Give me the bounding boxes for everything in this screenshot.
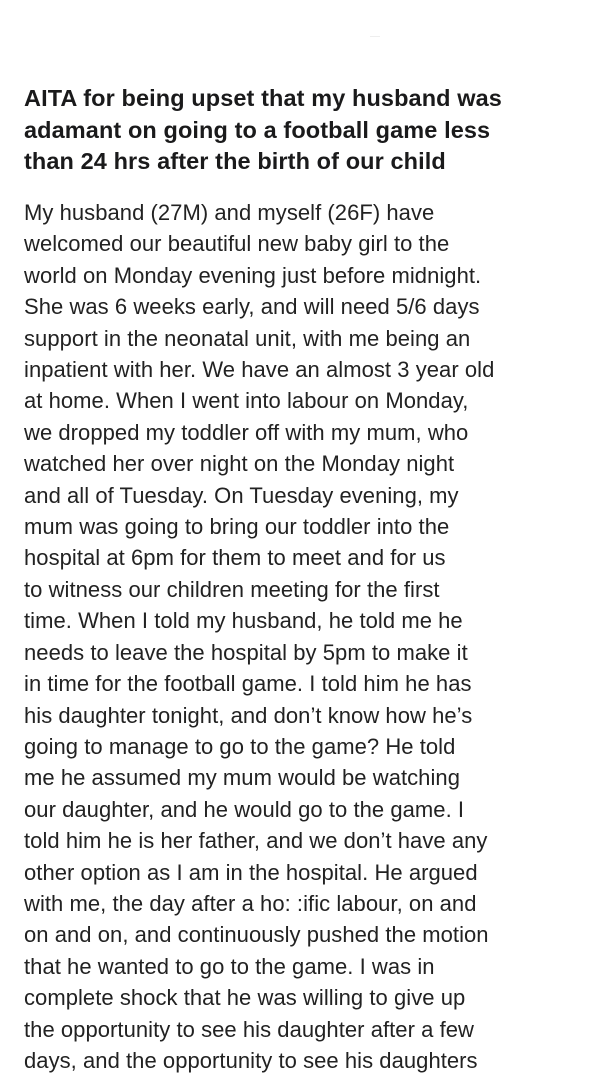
post-body: My husband (27M) and myself (26F) have welcomed our beautiful new baby girl to the world on Monday evening just before midnight. She was 6 weeks early, and will need 5/6 days support in the neonatal unit, with me being an inpatient with her. We have an almost 3 year old at home. When I went into labour on Monday, we dropped my toddler off with my mum, who watched her over night on the Monday night and all of Tuesday. On Tuesday evening, my mum was going to bring our toddler into the hospital at 6pm for them to meet and for us to witness our children meeting for the first time. When I told my husband, he told me he needs to leave the hospital by 5pm to make it in time for the football game. I told him he has his daughter tonight, and don’t know how he’s going to manage to go to the game? He told me he assumed my mum would be watching our daughter, and he would go to the game. I told him he is her father, and we don’t have any other option as I am in the hospital. He argued with me, the day after a ho: :ific labour, on and on and on, and continuously pushed the motion that he wanted to go to the game. I was in complete shock that he was willing to give up the opportunity to see his daughter after a few days, and the opportunity to see his daughters [24,200,495,1073]
faint-mark [370,36,380,37]
post-title: AITA for being upset that my husband was adamant on going to a football game less than 24 hrs after the birth of our child [24,85,502,174]
post-header [24,83,596,178]
